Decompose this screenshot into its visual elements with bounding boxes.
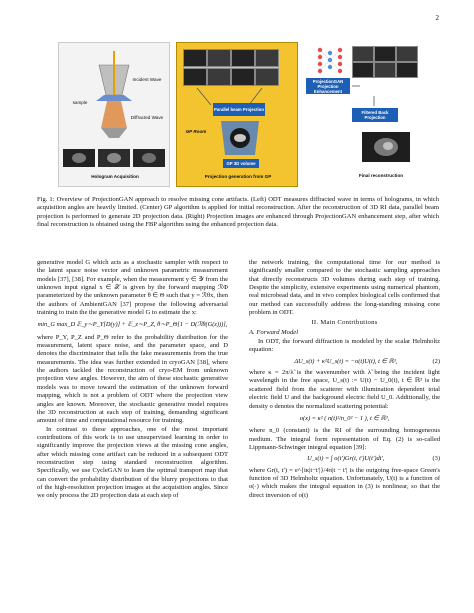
subsection-heading: A. Forward Model	[249, 328, 299, 336]
gp-room-label: GP Room	[185, 129, 207, 134]
right-column	[249, 259, 440, 500]
enhanced-projection-tile	[374, 62, 396, 78]
paragraph: where P_Y, P_Z and P_Θ refer to the probability distribution for the measurement, latent space noise, and the parameter space, and D denotes the discriminator that tells the fake measurements from the true measurements. The idea was further extended in cryoGAN [38], where the authors tackled the reconstruction of cryo-EM from unknown projection view angles. However, the aim of these stochastic generative models was to move toward the estimation of the unknown forward mapping, which is not a problem of ODT where the projection view angles are known. Moreover, the stochastic generative model requires the 3D reconstruction at each step of training, demanding significant amount of time and computational resource for training.	[37, 333, 228, 425]
equation-2	[249, 358, 440, 366]
enhanced-projection-tile	[396, 62, 418, 78]
final-reconstruction-title: Final reconstruction	[358, 173, 404, 178]
paragraph: In ODT, the forward diffraction is modeled by the scalar Helmholtz equation:	[249, 338, 440, 354]
page-number: 2	[435, 14, 439, 22]
final-reconstruction-panel	[304, 42, 418, 187]
incident-wave-label: Incident Wave	[132, 77, 162, 82]
gp-3d-volume-label: GP 3D volume	[223, 159, 259, 168]
sample-label: sample	[72, 100, 88, 105]
equation-2-body: ΔU_s(t) + κ²U_s(t) = −o(t)U(t), t ∈ ℝ³,	[294, 357, 398, 365]
figure-caption: Fig. 1: Overview of ProjectionGAN approach to resolve missing cone artifacts. (Left) ODT measures diffracted wave in terms of holograms, in which acquisition angles are heavily limited. (Center) GP algorithm is applied for initial reconstruction. After the reconstruction of 3D RI data, parallel beam projection is performed to generate 2D projection data. (Right) Projection images are enhanced through ProjectionGAN enhancement step, after which final reconstruction is obtained using the FBP algorithm using the enhanced projection data.	[37, 196, 439, 229]
paragraph: where n_0 (constant) is the RI of the surrounding homogeneous medium. The integral form representation of Eq. (2) is so-called Lippmann-Schwinger integral equation [39]:	[249, 427, 440, 451]
enhanced-projection-tile	[396, 46, 418, 62]
paragraph: where Gr(t, t′) = e^{iκ|t−t′|}/4π|t − t′| is the outgoing free-space Green's function of 3D Helmholtz equation. Unfortunately, U(t) is a function of o(·) which makes the integral equation in (3) is nonlinear, so that the direct inversion of o(t)	[249, 466, 440, 499]
projection-generation-title: Projection generation from GP	[204, 174, 272, 179]
paragraph: where κ = 2π/λ̃ is the wavenumber with λ̃ being the incident light wavelength in the free space, U_s(t) := U(t) − U_0(t), t ∈ ℝ³ is the scattered field from the scatterer with illumination dependent total electric field U and the background electric field U_0. Additionally, the density o denotes the normalized scattering potential:	[249, 369, 440, 410]
section-heading: II. Main Contributions	[311, 319, 378, 327]
enhanced-projection-tile	[352, 46, 374, 62]
overview-figure	[58, 42, 418, 190]
paragraph: the network training, the computational time for our method is significantly smaller compared to the stochastic sampling approaches that directly reconstructs 3D volumes during each step of training. Despite the simplicity, extensive experiments using numerical phantom, real microbead data, and in vivo complex biological cells confirmed that our method can successfully address the long-standing missing cone problem in ODT.	[249, 259, 440, 317]
projection-generation-panel	[176, 42, 298, 187]
paragraph: generative model G which acts as a stochastic sampler with respect to the latent space noise vector and unknown parametric measurement models [37], [38]. For example, when the measurement y ∈ 𝒴 from the unknown input signal x ∈ 𝒳 is given by the forward mapping ℛΦ parameterized by the unknown parameter θ ∈ Θ such that y = ℛθx, then the authors of AmbientGAN [37] propose the following adversarial training to train the the generative model G to estimate the x:	[37, 259, 228, 317]
parallel-beam-projection-label: Parallel beam Projection	[213, 103, 265, 116]
equation-2-number: (2)	[432, 357, 440, 365]
equation-3-number: (3)	[432, 455, 440, 463]
equation-1: min_G max_D 𝔼_y∼P_Y[D(y)] + 𝔼_z∼P_Z, θ∼P_Θ[1 − D(ℛθ(G(z)))],	[37, 321, 228, 329]
paragraph: In contrast to these approaches, one of the most important contributions of this work is to use unsupervised learning in order to significantly improve the projection views at the missing cone angles, after which missing cone artifact can be reduced in a subsequent ODT reconstruction step using standard reconstruction algorithm. Specifically, we use CycleGAN to learn the optimal transport map that can convert the probability distribution of the blurry projections to that of the high-resolution projection images at the acquisition angles. Since we only process the 2D projection data at each step of	[37, 425, 228, 500]
diffracted-wave-label: Diffracted Wave	[130, 115, 164, 120]
equation-3-body: U_s(t) = ∫ o(t′)Gr(t, t′)U(t′)dt′,	[307, 455, 385, 463]
filtered-back-projection-label: Filtered Back Projection	[352, 108, 398, 122]
equation-3	[249, 455, 440, 463]
hologram-acquisition-panel	[58, 42, 170, 187]
enhanced-projection-tile	[374, 46, 396, 62]
projectiongan-enhancement-label: ProjectionGAN Projection Enhancement	[306, 78, 350, 94]
equation-scattering-potential: o(x) = κ² ( n(t)²/n_0² − 1 ), t ∈ ℝ³,	[299, 414, 390, 422]
enhanced-projection-tile	[352, 62, 374, 78]
left-column	[37, 259, 228, 501]
hologram-acquisition-title: Hologram Acquisition	[91, 174, 139, 179]
